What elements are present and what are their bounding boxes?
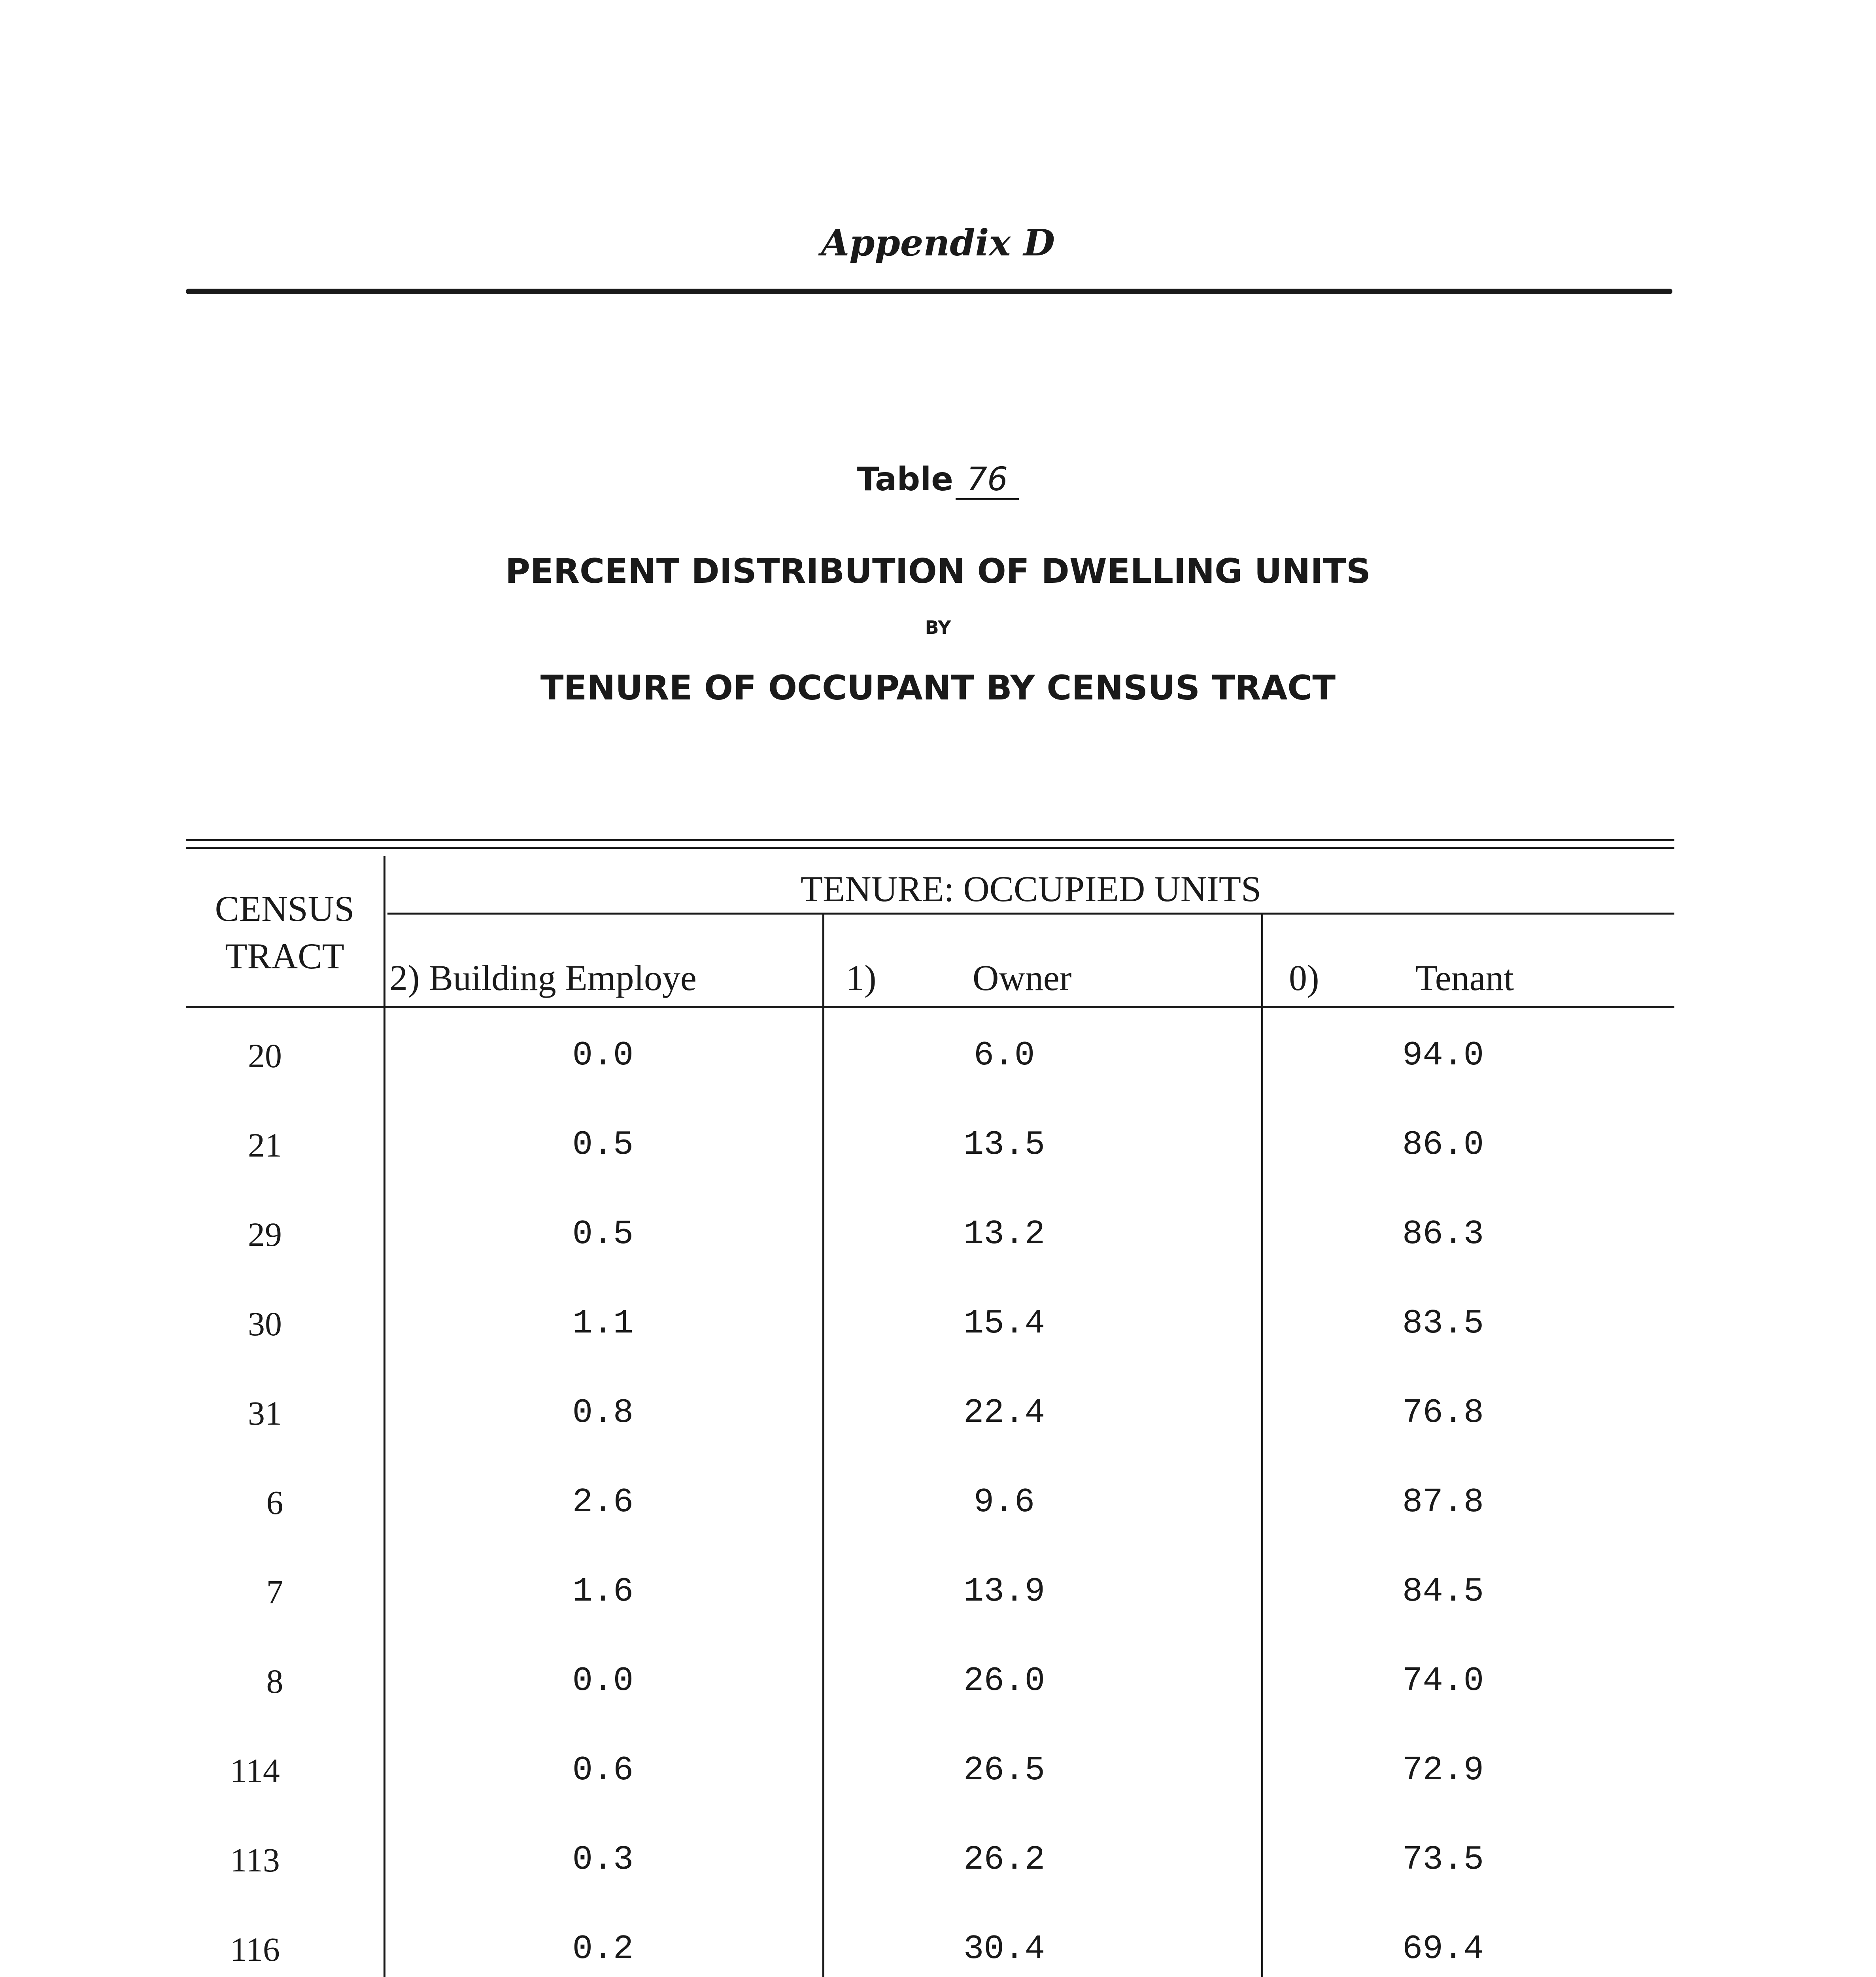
table-title-line2: TENURE OF OCCUPANT BY CENSUS TRACT <box>540 668 1336 708</box>
tenant-cell: 84.5 <box>1402 1572 1484 1611</box>
owner-cell: 13.5 <box>963 1125 1045 1164</box>
owner-cell: 26.2 <box>963 1840 1045 1879</box>
column-header-tenant-code: 0) <box>1289 958 1319 998</box>
building-employe-cell: 0.3 <box>572 1840 634 1879</box>
building-employe-cell: 1.6 <box>572 1572 634 1611</box>
table-label <box>0 461 1876 500</box>
building-employe-cell: 0.2 <box>572 1930 634 1968</box>
table-title-line1: PERCENT DISTRIBUTION OF DWELLING UNITS <box>505 552 1371 591</box>
tract-cell: 21 <box>248 1126 282 1164</box>
owner-cell: 13.2 <box>963 1215 1045 1253</box>
owner-cell: 30.4 <box>963 1930 1045 1968</box>
header-rule <box>186 289 1672 294</box>
building-employe-cell: 2.6 <box>572 1483 634 1521</box>
column-header-tenant-label: Tenant <box>1415 958 1514 998</box>
table-label-prefix: Table <box>857 461 953 498</box>
owner-cell: 15.4 <box>963 1304 1045 1343</box>
tenant-cell: 72.9 <box>1402 1751 1484 1790</box>
owner-cell: 26.0 <box>963 1661 1045 1700</box>
table-top-rule-inner <box>186 847 1674 849</box>
building-employe-cell: 0.0 <box>572 1036 634 1075</box>
tract-cell: 116 <box>230 1930 280 1968</box>
tenant-cell: 87.8 <box>1402 1483 1484 1521</box>
column-header-rule <box>186 1006 1674 1008</box>
group-header: TENURE: OCCUPIED UNITS <box>800 869 1262 909</box>
owner-cell: 9.6 <box>973 1483 1035 1521</box>
tenant-cell: 86.0 <box>1402 1125 1484 1164</box>
appendix-heading: Appendix D <box>821 221 1055 264</box>
column-header-building-employe <box>389 957 697 999</box>
tract-cell: 8 <box>266 1662 283 1700</box>
owner-cell: 13.9 <box>963 1572 1045 1611</box>
tract-cell: 6 <box>266 1484 283 1521</box>
table-top-rule <box>186 839 1674 841</box>
building-employe-cell: 0.6 <box>572 1751 634 1790</box>
column-divider-1 <box>822 913 824 1977</box>
tenant-cell: 76.8 <box>1402 1393 1484 1432</box>
tract-cell: 31 <box>248 1394 282 1432</box>
tenant-cell: 74.0 <box>1402 1661 1484 1700</box>
building-employe-cell: 0.5 <box>572 1125 634 1164</box>
column-header-owner-label: Owner <box>973 958 1072 998</box>
tenant-cell: 94.0 <box>1402 1036 1484 1075</box>
tract-cell: 114 <box>230 1752 280 1790</box>
group-header-rule <box>387 913 1674 915</box>
owner-cell: 6.0 <box>973 1036 1035 1075</box>
building-employe-cell: 0.8 <box>572 1393 634 1432</box>
building-employe-cell: 1.1 <box>572 1304 634 1343</box>
tenant-cell: 69.4 <box>1402 1930 1484 1968</box>
owner-cell: 26.5 <box>963 1751 1045 1790</box>
tract-cell: 30 <box>248 1305 282 1343</box>
tenant-cell: 73.5 <box>1402 1840 1484 1879</box>
column-header-owner-code: 1) <box>846 958 877 998</box>
tract-cell: 113 <box>230 1841 280 1879</box>
tract-cell: 7 <box>266 1573 283 1611</box>
table-title-by: BY <box>925 617 951 638</box>
column-label: Building Employe <box>429 958 697 998</box>
table-number: 76 <box>956 461 1019 500</box>
building-employe-cell: 0.0 <box>572 1661 634 1700</box>
tenant-cell: 83.5 <box>1402 1304 1484 1343</box>
tract-cell: 20 <box>248 1037 282 1075</box>
stub-header-line1: CENSUS <box>215 888 355 929</box>
building-employe-cell: 0.5 <box>572 1215 634 1253</box>
tract-cell: 29 <box>248 1215 282 1253</box>
stub-header-line2: TRACT <box>225 936 344 976</box>
stub-divider <box>384 856 385 1977</box>
owner-cell: 22.4 <box>963 1393 1045 1432</box>
column-code: 2) <box>389 958 420 998</box>
column-divider-2 <box>1261 913 1263 1977</box>
tenant-cell: 86.3 <box>1402 1215 1484 1253</box>
